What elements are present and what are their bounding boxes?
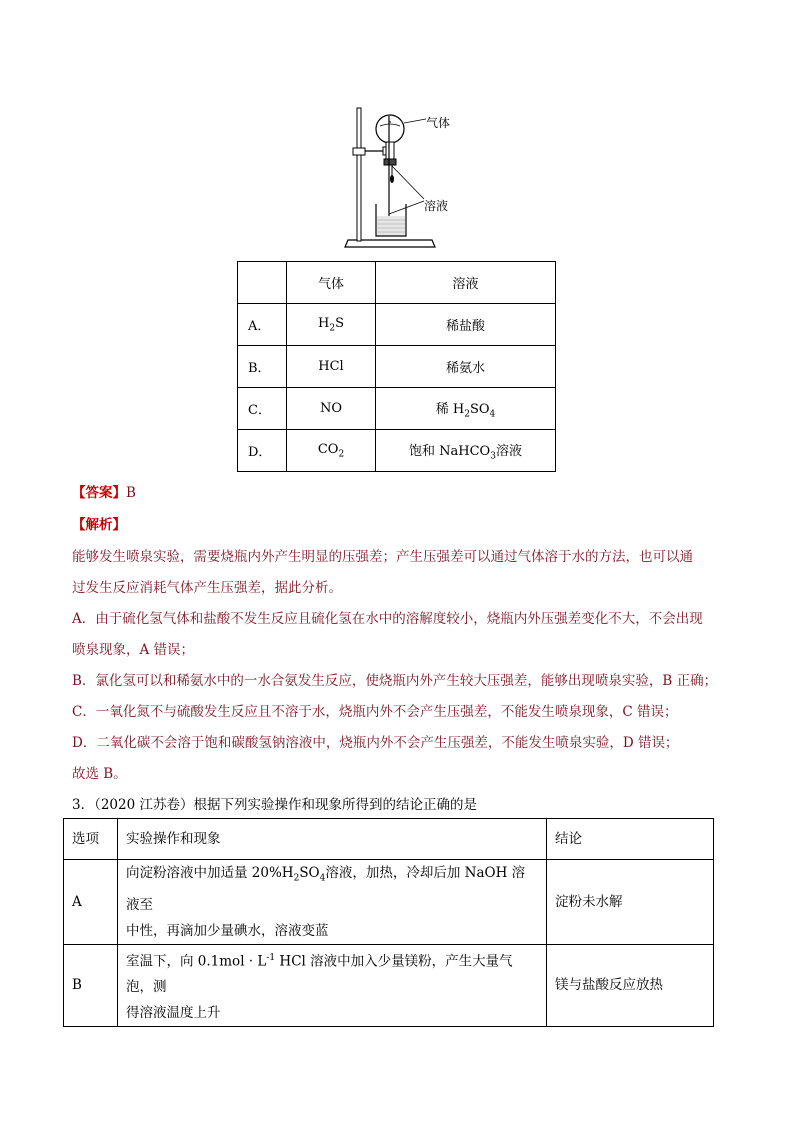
analysis-line: A．由于硫化氢气体和盐酸不发生反应且硫化氢在水中的溶解度较小，烧瓶内外压强差变化不大，不会出现 [72, 611, 703, 627]
header-cell-blank [238, 262, 287, 304]
table-row [238, 304, 556, 346]
analysis-line: 能够发生喷泉实验，需要烧瓶内外产生明显的压强差；产生压强差可以通过气体溶于水的方法，也可以通 [72, 549, 693, 565]
operation-line: 中性，再滴加少量碘水，溶液变蓝 [126, 922, 329, 939]
analysis-line: 喷泉现象，A 错误； [72, 642, 195, 658]
option-letter: C． [238, 388, 287, 430]
header-cell-option: 选项 [64, 819, 118, 860]
table-header-row [64, 819, 714, 860]
option-letter: D． [238, 430, 287, 472]
conclusion-cell: 淀粉未水解 [547, 860, 714, 945]
table-row [238, 388, 556, 430]
question-stem: 3．（2020 江苏卷）根据下列实验操作和现象所得到的结论正确的是 [72, 797, 477, 813]
option-cell: B [64, 944, 118, 1027]
answer-value: B [126, 485, 136, 501]
gas-cell: $H_2S$ [287, 304, 376, 346]
table-row [64, 944, 714, 1027]
header-cell-operation: 实验操作和现象 [118, 819, 547, 860]
analysis-line: 过发生反应消耗气体产生压强差，据此分析。 [72, 580, 342, 596]
experiment-table [63, 818, 714, 1027]
operation-cell [118, 944, 547, 1027]
table-row [238, 430, 556, 472]
operation-line: 向淀粉溶液中加适量 $20\%H_2SO_4$溶液，加热，冷却后加 NaOH 溶液至 [126, 865, 526, 913]
operation-line: 室温下，向 $0.1mol \cdot L^{-1}$ HCl 溶液中加入少量镁粉，产生大量气泡，测 [126, 952, 513, 996]
solution-cell: 饱和 NaHCO$_3$溶液 [376, 430, 556, 472]
analysis-line: 故选 B。 [72, 766, 127, 782]
header-cell-solution: 溶液 [376, 262, 556, 304]
answer-tag: 【答案】 [72, 485, 126, 501]
analysis-line: D．二氧化碳不会溶于饱和碳酸氢钠溶液中，烧瓶内外不会产生压强差，不能发生喷泉实验，D 错误； [72, 735, 679, 751]
operation-line: 得溶液温度上升 [126, 1005, 221, 1022]
gas-label: 气体 [426, 116, 451, 130]
gas-cell: HCl [287, 346, 376, 388]
option-cell: A [64, 860, 118, 945]
solution-cell: 稀 $H_2SO_4$ [376, 388, 556, 430]
table-row [238, 346, 556, 388]
conclusion-cell: 镁与盐酸反应放热 [547, 944, 714, 1027]
table-header-row [238, 262, 556, 304]
table-row [64, 860, 714, 945]
solution-cell: 稀氨水 [376, 346, 556, 388]
option-letter: B． [238, 346, 287, 388]
answer-line [72, 481, 136, 501]
header-cell-conclusion: 结论 [547, 819, 714, 860]
option-letter: A． [238, 304, 287, 346]
analysis-line: B．氯化氢可以和稀氨水中的一水合氨发生反应，使烧瓶内外产生较大压强差，能够出现喷泉实验，B 正确； [72, 673, 718, 689]
solution-cell: 稀盐酸 [376, 304, 556, 346]
analysis-tag: 【解析】 [72, 517, 126, 533]
solution-label: 溶液 [424, 199, 449, 213]
gas-cell: $CO_2$ [287, 430, 376, 472]
options-table [237, 261, 556, 472]
analysis-heading [72, 513, 126, 533]
operation-cell [118, 860, 547, 945]
gas-cell: NO [287, 388, 376, 430]
analysis-line: C．一氧化氮不与硫酸发生反应且不溶于水，烧瓶内外不会产生压强差，不能发生喷泉现象，C 错误； [72, 704, 678, 720]
header-cell-gas: 气体 [287, 262, 376, 304]
